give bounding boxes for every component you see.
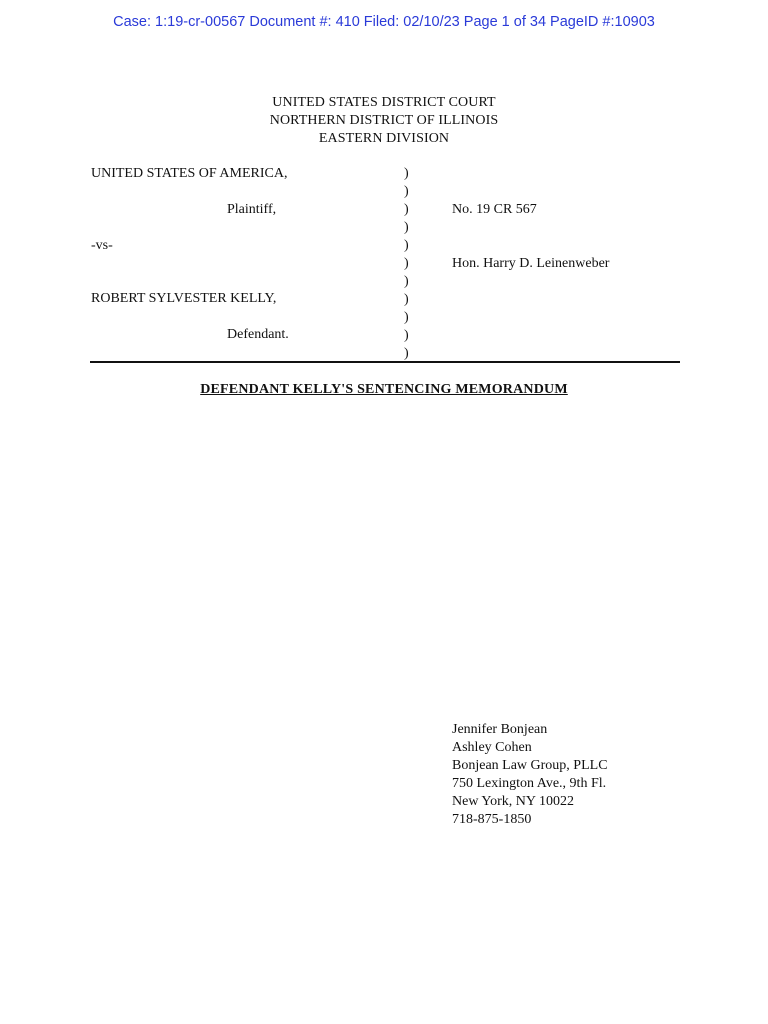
caption-paren-column xyxy=(404,165,409,363)
defendant-name: ROBERT SYLVESTER KELLY, xyxy=(91,291,277,306)
court-district: NORTHERN DISTRICT OF ILLINOIS xyxy=(269,113,499,128)
firm-phone: 718-875-1850 xyxy=(452,812,532,827)
caption-divider-rule xyxy=(90,361,680,363)
firm-address-city: New York, NY 10022 xyxy=(452,794,574,809)
counsel-block xyxy=(452,721,608,829)
caption-paren: ) xyxy=(404,220,409,235)
court-division: EASTERN DIVISION xyxy=(318,131,450,146)
caption-paren: ) xyxy=(404,328,409,343)
caption-paren: ) xyxy=(404,292,409,307)
firm-address-street: 750 Lexington Ave., 9th Fl. xyxy=(452,776,607,791)
document-title: DEFENDANT KELLY'S SENTENCING MEMORANDUM xyxy=(200,382,568,397)
versus-label: -vs- xyxy=(91,238,113,253)
caption-paren: ) xyxy=(404,274,409,289)
case-header-stamp: Case: 1:19-cr-00567 Document #: 410 Filed: 02/10/23 Page 1 of 34 PageID #:10903 xyxy=(113,14,655,30)
court-heading xyxy=(0,94,768,148)
court-name: UNITED STATES DISTRICT COURT xyxy=(272,95,496,110)
defendant-role: Defendant. xyxy=(227,327,289,342)
case-number: No. 19 CR 567 xyxy=(452,202,537,217)
caption-paren: ) xyxy=(404,346,409,361)
plaintiff-name: UNITED STATES OF AMERICA, xyxy=(91,166,288,181)
law-firm-name: Bonjean Law Group, PLLC xyxy=(452,758,608,773)
judge-name: Hon. Harry D. Leinenweber xyxy=(452,256,610,271)
caption-paren: ) xyxy=(404,256,409,271)
plaintiff-role: Plaintiff, xyxy=(227,202,277,217)
caption-paren: ) xyxy=(404,238,409,253)
attorney-name: Ashley Cohen xyxy=(452,740,532,755)
caption-paren: ) xyxy=(404,202,409,217)
caption-paren: ) xyxy=(404,310,409,325)
case-caption xyxy=(0,165,768,365)
attorney-name: Jennifer Bonjean xyxy=(452,722,548,737)
caption-paren: ) xyxy=(404,184,409,199)
caption-paren: ) xyxy=(404,166,409,181)
